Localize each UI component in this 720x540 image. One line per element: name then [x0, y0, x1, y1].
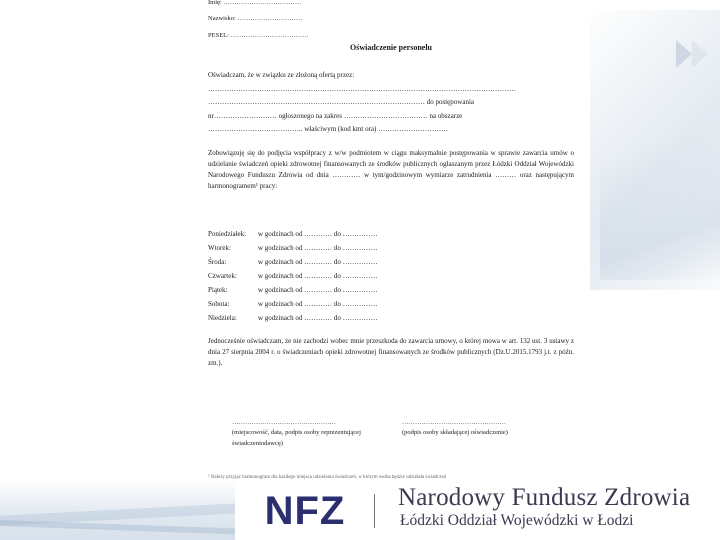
intro-text: Oświadczam, że w związku ze złożoną ofertą przez:: [208, 71, 355, 79]
logo-divider: [374, 494, 375, 528]
schedule-row: Niedziela: w godzinach od ………… do ……………: [208, 314, 378, 322]
schedule-row: Sobota: w godzinach od ………… do ……………: [208, 300, 378, 308]
decorative-panel: [590, 0, 720, 540]
offer-line: ……………………………………………………………………………………………………………………: [208, 85, 516, 93]
schedule-row: Piątek: w godzinach od ………… do ……………: [208, 286, 378, 294]
nfz-branch: Łódzki Oddział Wojewódzki w Łodzi: [400, 512, 634, 529]
nfz-logo: [258, 486, 353, 530]
offer-line: ………………………………….. właściwym (kod kmt ora) …………………………: [208, 125, 449, 133]
schedule-row: Środa: w godzinach od ………… do ……………: [208, 258, 378, 266]
signature-right: ………………………………………… (podpis osoby składającej oświadczenie): [402, 419, 508, 437]
schedule-row: Czwartek: w godzinach od ………… do ……………: [208, 272, 378, 280]
arrow-decoration-icon: [676, 40, 692, 68]
arrow-decoration-icon: [692, 40, 708, 68]
decorative-band: [0, 480, 235, 540]
schedule-row: Poniedziałek: w godzinach od ………… do ……………: [208, 230, 378, 238]
schedule-row: Wtorek: w godzinach od ………… do ……………: [208, 244, 378, 252]
document-title: Oświadczenie personelu: [350, 43, 432, 52]
declaration-paragraph: Jednocześnie oświadczam, że nie zachodzi wobec mnie przeszkoda do zawarcia umowy, o której mowa w art. 132 ust. 3 ustawy z dnia 27 sierpnia 2004 r. o świadczeniach opieki zdrowotnej finansowanych ze środków publicznych (Dz.U.2015.1793 j.t. z późn. zm.).: [208, 337, 574, 367]
surname-field: Nazwisko: …………………………: [208, 15, 303, 22]
nfz-name: Narodowy Fundusz Zdrowia: [398, 484, 691, 511]
nfz-logo-text: NFZ: [264, 489, 346, 530]
offer-line: nr……………………… ogłoszonego na zakres ……………………………… na obszarze: [208, 112, 463, 120]
pesel-field: PESEL: ………………………………: [208, 32, 309, 39]
signature-left: ………………………………………… (miejscowość, data, podpis osoby reprezentującej świadczeniodawcę): [232, 419, 361, 447]
name-field: Imię: ………………………………: [208, 0, 302, 6]
offer-line: ………………………………………………………………………………… do postępowania: [208, 98, 474, 106]
footnote: ¹ Należy przyjąć harmonogram dla każdego miejsca udzielania świadczeń, w którym osoba będzie udzielała świadczeń: [208, 475, 447, 480]
commitment-paragraph: Zobowiązuję się do podjęcia współpracy z w/w podmiotem w ciągu maksymalnie postępowania w sprawie zawarcia umów o udzielanie świadczeń opieki zdrowotnej finansowanych ze środków publicznych ogłaszanym przez Łódzki Oddział Wojewódzki Narodowego Funduszu Zdrowia od dnia ………… w tym/godzinowym wymiarze zatrudnienia ……… oraz następującym harmonogramem¹ pracy:: [208, 149, 574, 190]
